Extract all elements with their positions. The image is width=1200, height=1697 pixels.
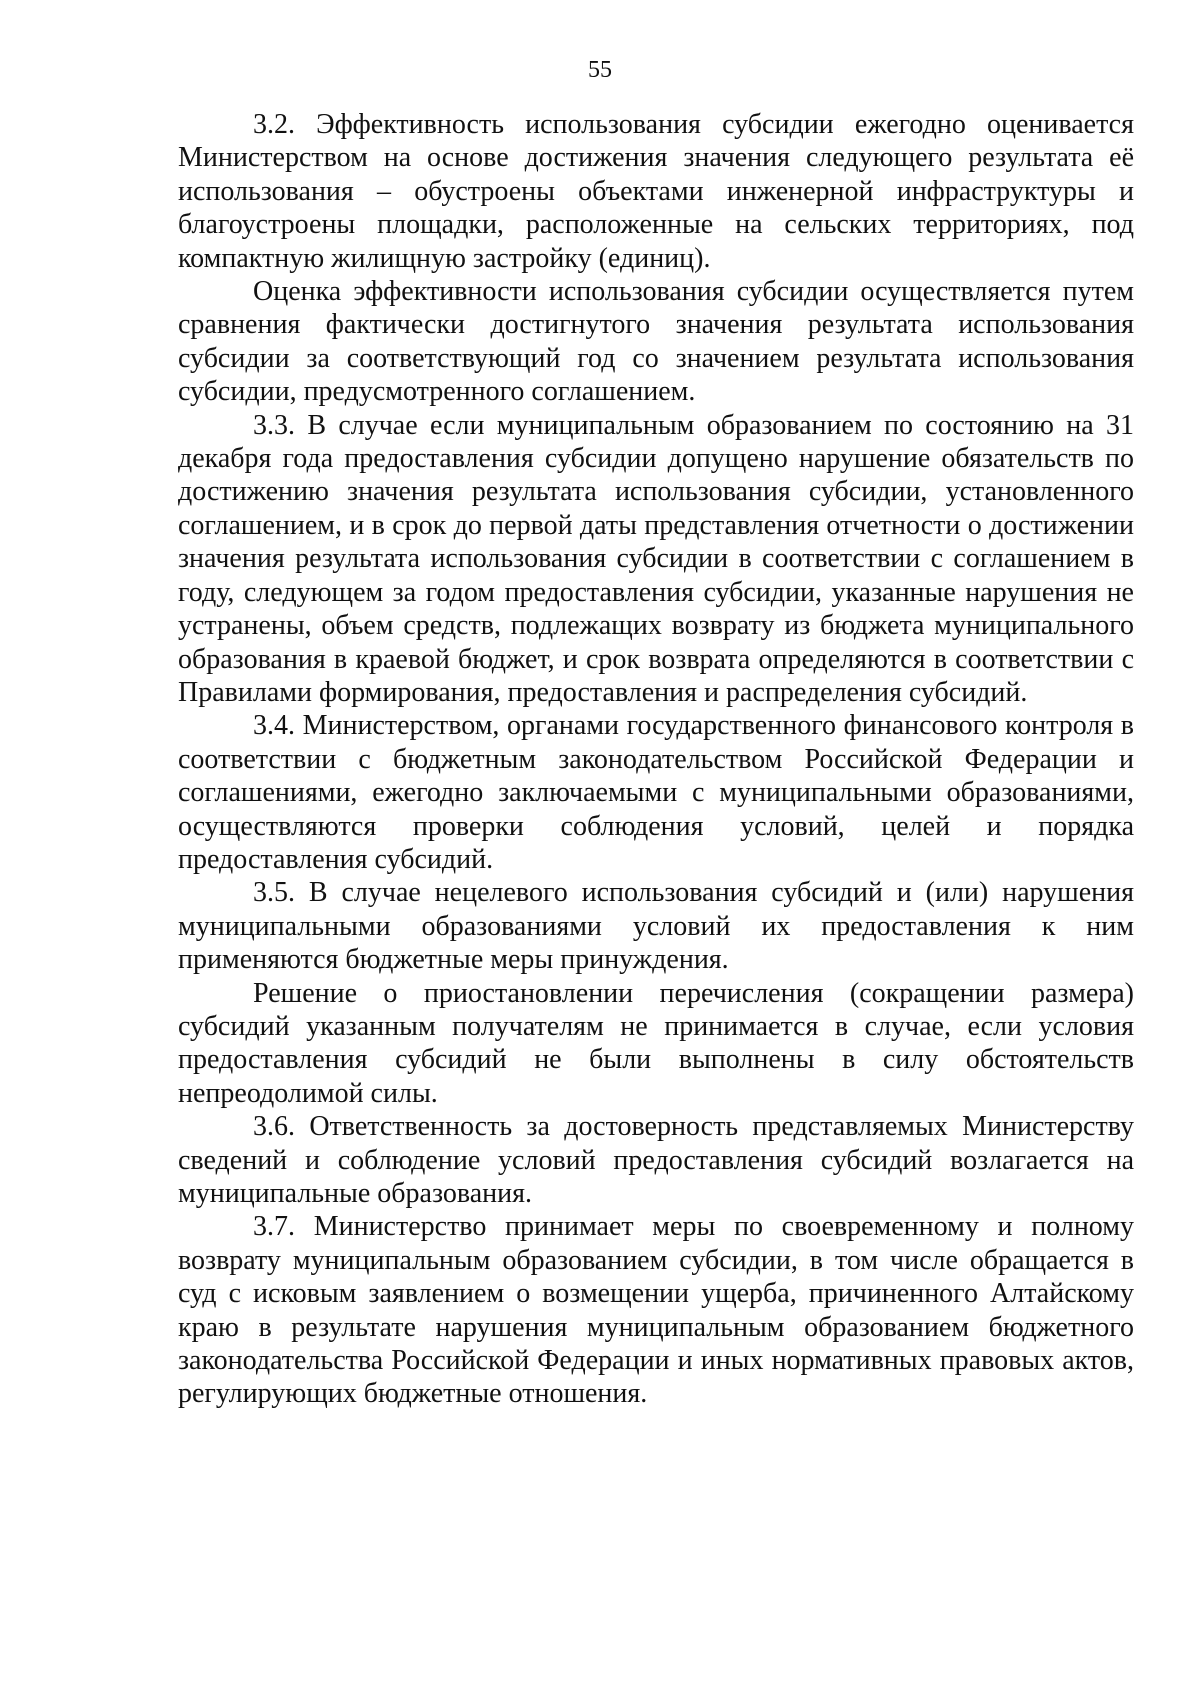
- paragraph-3-7: 3.7. Министерство принимает меры по своевременному и полному возврату муниципальным образованием субсидии, в том числе обращается в суд с исковым заявлением о возмещении ущерба, причиненного Алтайскому краю в результате нарушения муниципальным образованием бюджетного законодательства Российской Федерации и иных нормативных правовых актов, регулирующих бюджетные отношения.: [178, 1211, 1134, 1410]
- paragraph-3-5: 3.5. В случае нецелевого использования субсидий и (или) нарушения муниципальными образованиями условий их предоставления к ним применяются бюджетные меры принуждения.: [178, 877, 1134, 976]
- paragraph-efficiency-assessment: Оценка эффективности использования субсидии осуществляется путем сравнения фактически достигнутого значения результата использования субсидии за соответствующий год со значением результата использования субсидии, предусмотренного соглашением.: [178, 276, 1134, 408]
- document-body: [178, 108, 1134, 1411]
- page-number: 55: [588, 57, 612, 83]
- paragraph-3-4: 3.4. Министерством, органами государственного финансового контроля в соответствии с бюджетным законодательством Российской Федерации и соглашениями, ежегодно заключаемыми с муниципальными образованиями, осуществляются проверки соблюдения условий, целей и порядка предоставления субсидий.: [178, 710, 1134, 875]
- paragraph-3-3: 3.3. В случае если муниципальным образованием по состоянию на 31 декабря года предоставления субсидии допущено нарушение обязательств по достижению значения результата использования субсидии, установленного соглашением, и в срок до первой даты представления отчетности о достижении значения результата использования субсидии в соответствии с соглашением в году, следующем за годом предоставления субсидии, указанные нарушения не устранены, объем средств, подлежащих возврату из бюджета муниципального образования в краевой бюджет, и срок возврата определяются в соответствии с Правилами формирования, предоставления и распределения субсидий.: [178, 409, 1134, 708]
- paragraph-3-2: 3.2. Эффективность использования субсидии ежегодно оценивается Министерством на основе достижения значения следующего результата её использования – обустроены объектами инженерной инфраструктуры и благоустроены площадки, расположенные на сельских территориях, под компактную жилищную застройку (единиц).: [178, 109, 1134, 274]
- paragraph-3-6: 3.6. Ответственность за достоверность представляемых Министерству сведений и соблюдение условий предоставления субсидий возлагается на муниципальные образования.: [178, 1111, 1134, 1209]
- paragraph-suspension-decision: Решение о приостановлении перечисления (сокращении размера) субсидий указанным получателям не принимается в случае, если условия предоставления субсидий не были выполнены в силу обстоятельств непреодолимой силы.: [178, 977, 1134, 1109]
